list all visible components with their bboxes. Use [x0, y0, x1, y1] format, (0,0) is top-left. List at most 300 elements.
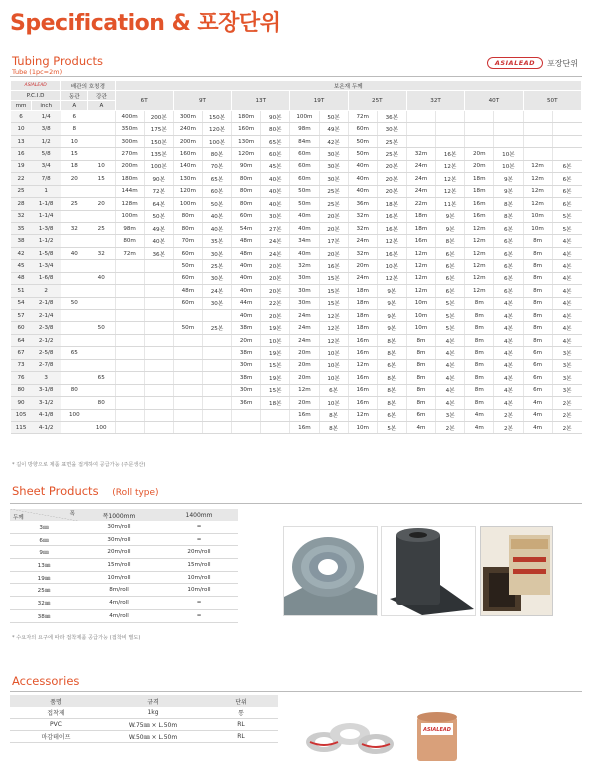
- packaging-cell: 19본: [261, 347, 290, 359]
- packaging-cell: 16m: [348, 397, 377, 409]
- packaging-cell: 24m: [406, 185, 435, 197]
- page-title: Specification & 포장단위: [10, 11, 281, 36]
- sheet-cell: 20m/roll: [78, 546, 160, 559]
- packaging-cell: 20본: [377, 173, 406, 185]
- accessory-cell: 마감테이프: [10, 731, 102, 743]
- tubing-divider: [10, 76, 582, 77]
- packaging-cell: 10본: [261, 334, 290, 346]
- packaging-cell: 20m: [290, 372, 319, 384]
- packaging-cell: 4본: [552, 322, 581, 334]
- table-row: [10, 584, 238, 597]
- packaging-cell: 20본: [377, 160, 406, 172]
- packaging-cell: 12m: [406, 285, 435, 297]
- packaging-cell: 4본: [494, 397, 523, 409]
- packaging-cell: 10m: [406, 297, 435, 309]
- brand-unit-label: 포장단위: [547, 58, 578, 68]
- spec-cell: 115: [11, 421, 32, 433]
- packaging-cell: [436, 135, 465, 147]
- spec-cell: 45: [11, 260, 32, 272]
- col-steel-unit: A: [88, 101, 115, 111]
- table-row: [11, 148, 582, 160]
- spec-cell: 22: [11, 173, 32, 185]
- packaging-cell: 12m: [465, 272, 494, 284]
- packaging-cell: 16m: [465, 198, 494, 210]
- packaging-cell: 32m: [406, 148, 435, 160]
- packaging-cell: 130m: [232, 135, 261, 147]
- packaging-cell: 40본: [261, 198, 290, 210]
- packaging-cell: 8m: [406, 359, 435, 371]
- packaging-cell: 80m: [232, 173, 261, 185]
- spec-cell: [61, 322, 88, 334]
- spec-cell: [88, 297, 115, 309]
- spec-cell: 3/4: [32, 160, 61, 172]
- packaging-cell: [144, 347, 173, 359]
- col-pipe-group: 배관의 호칭경: [61, 81, 115, 91]
- packaging-cell: 6m: [523, 372, 552, 384]
- packaging-cell: 150본: [202, 111, 231, 123]
- packaging-cell: 8m: [523, 285, 552, 297]
- packaging-cell: 8m: [523, 310, 552, 322]
- packaging-cell: 6m: [523, 384, 552, 396]
- sheet-corner-header: [10, 509, 78, 521]
- col-1400mm: 1400mm: [160, 509, 238, 521]
- spec-cell: 1: [32, 185, 61, 197]
- sheet-cell: ━: [160, 533, 238, 546]
- spec-cell: 1-1/4: [32, 210, 61, 222]
- packaging-cell: 4본: [552, 285, 581, 297]
- packaging-cell: 20m: [290, 347, 319, 359]
- table-row: [11, 334, 582, 346]
- sheet-cell: 25㎜: [10, 584, 78, 597]
- packaging-cell: [144, 421, 173, 433]
- packaging-cell: 24m: [290, 322, 319, 334]
- spec-cell: [88, 347, 115, 359]
- spec-cell: 28: [11, 198, 32, 210]
- packaging-cell: 30본: [319, 160, 348, 172]
- sheet-cell: 9㎜: [10, 546, 78, 559]
- packaging-cell: 32m: [290, 260, 319, 272]
- packaging-cell: 100m: [290, 111, 319, 123]
- packaging-cell: 144m: [115, 185, 144, 197]
- packaging-cell: 49본: [319, 123, 348, 135]
- sheet-cell: 6㎜: [10, 533, 78, 546]
- packaging-cell: 60m: [290, 148, 319, 160]
- packaging-cell: 8본: [377, 347, 406, 359]
- packaging-cell: 3본: [552, 347, 581, 359]
- packaging-cell: 70본: [202, 160, 231, 172]
- packaging-cell: 4본: [436, 372, 465, 384]
- packaging-cell: [173, 334, 202, 346]
- packaging-cell: 40m: [290, 222, 319, 234]
- packaging-cell: 40본: [261, 185, 290, 197]
- packaging-cell: 40본: [202, 210, 231, 222]
- spec-cell: 65: [61, 347, 88, 359]
- packaging-cell: 90본: [144, 173, 173, 185]
- accessory-cell: W.75㎜ × L.50m: [102, 719, 204, 731]
- packaging-cell: 80m: [232, 198, 261, 210]
- spec-cell: 51: [11, 285, 32, 297]
- packaging-cell: 16본: [377, 210, 406, 222]
- packaging-cell: 6본: [494, 260, 523, 272]
- spec-cell: [61, 359, 88, 371]
- packaging-cell: [144, 297, 173, 309]
- tubing-table-body: [11, 111, 582, 434]
- packaging-cell: 10본: [377, 260, 406, 272]
- spec-cell: [61, 421, 88, 433]
- packaging-cell: 48m: [232, 235, 261, 247]
- packaging-cell: [173, 310, 202, 322]
- packaging-cell: 16m: [465, 210, 494, 222]
- packaging-cell: [523, 135, 552, 147]
- table-row: [11, 409, 582, 421]
- packaging-cell: 12m: [465, 260, 494, 272]
- packaging-cell: 4m: [465, 409, 494, 421]
- packaging-cell: 12본: [319, 322, 348, 334]
- packaging-cell: 6본: [494, 247, 523, 259]
- packaging-cell: 42본: [319, 135, 348, 147]
- packaging-cell: 6본: [377, 409, 406, 421]
- packaging-cell: 160m: [173, 148, 202, 160]
- tubing-table: [10, 80, 582, 434]
- packaging-cell: 12m: [465, 247, 494, 259]
- packaging-cell: 30본: [319, 173, 348, 185]
- packaging-cell: 120m: [173, 185, 202, 197]
- spec-cell: 90: [11, 397, 32, 409]
- spec-cell: 38: [11, 235, 32, 247]
- packaging-cell: 36본: [377, 111, 406, 123]
- table-row: [10, 533, 238, 546]
- packaging-cell: 4본: [436, 347, 465, 359]
- packaging-cell: 60m: [290, 160, 319, 172]
- packaging-cell: 24본: [202, 285, 231, 297]
- table-row: [10, 719, 278, 731]
- packaging-cell: 120m: [232, 148, 261, 160]
- packaging-cell: 18m: [406, 210, 435, 222]
- spec-cell: [61, 260, 88, 272]
- sheet-cell: 10m/roll: [78, 571, 160, 584]
- thickness-header: 9T: [173, 91, 231, 111]
- spec-cell: 76: [11, 372, 32, 384]
- spec-cell: 2-1/4: [32, 310, 61, 322]
- packaging-cell: [494, 111, 523, 123]
- packaging-cell: 16m: [406, 235, 435, 247]
- spec-cell: 7/8: [32, 173, 61, 185]
- packaging-cell: 32m: [348, 222, 377, 234]
- col-copper-unit: A: [61, 101, 88, 111]
- packaging-cell: 40m: [290, 210, 319, 222]
- packaging-cell: 4본: [552, 235, 581, 247]
- packaging-cell: 20본: [319, 247, 348, 259]
- packaging-cell: [494, 135, 523, 147]
- spec-cell: 80: [11, 384, 32, 396]
- sheet-cell: 10m/roll: [160, 571, 238, 584]
- packaging-cell: [115, 409, 144, 421]
- packaging-cell: 54m: [232, 222, 261, 234]
- spec-cell: 25: [88, 222, 115, 234]
- packaging-cell: 65본: [261, 135, 290, 147]
- table-row: [11, 185, 582, 197]
- sheet-roll-photo-1: [283, 526, 378, 616]
- packaging-cell: 8본: [377, 334, 406, 346]
- packaging-cell: 4본: [494, 347, 523, 359]
- spec-cell: [88, 359, 115, 371]
- packaging-cell: [406, 111, 435, 123]
- packaging-cell: 8m: [465, 322, 494, 334]
- spec-cell: 1-3/4: [32, 260, 61, 272]
- spec-cell: 2-5/8: [32, 347, 61, 359]
- packaging-cell: 6m: [523, 359, 552, 371]
- packaging-cell: 12m: [523, 185, 552, 197]
- packaging-cell: 11본: [436, 198, 465, 210]
- packaging-cell: 40m: [348, 185, 377, 197]
- packaging-cell: 38m: [232, 347, 261, 359]
- packaging-cell: 30본: [202, 297, 231, 309]
- spec-cell: 3/8: [32, 123, 61, 135]
- col-1000mm: 폭1000mm: [78, 509, 160, 521]
- spec-cell: [88, 409, 115, 421]
- packaging-cell: 9본: [436, 222, 465, 234]
- packaging-cell: [144, 384, 173, 396]
- packaging-cell: 12m: [523, 160, 552, 172]
- packaging-cell: 16본: [377, 222, 406, 234]
- packaging-cell: [465, 135, 494, 147]
- packaging-cell: 4본: [552, 272, 581, 284]
- packaging-cell: 36본: [144, 247, 173, 259]
- spec-cell: [88, 111, 115, 123]
- packaging-cell: 6m: [523, 347, 552, 359]
- spec-cell: [88, 285, 115, 297]
- packaging-cell: 4본: [494, 322, 523, 334]
- spec-cell: [61, 235, 88, 247]
- packaging-cell: 4m: [465, 421, 494, 433]
- packaging-cell: 4본: [494, 297, 523, 309]
- spec-cell: [61, 285, 88, 297]
- spec-cell: 42: [11, 247, 32, 259]
- packaging-cell: 18m: [348, 297, 377, 309]
- packaging-cell: 20본: [377, 185, 406, 197]
- table-row: [11, 173, 582, 185]
- spec-cell: 48: [11, 272, 32, 284]
- packaging-cell: 80m: [115, 235, 144, 247]
- thickness-header: 6T: [115, 91, 173, 111]
- packaging-cell: 8m: [523, 297, 552, 309]
- packaging-cell: 4본: [552, 334, 581, 346]
- packaging-cell: 22본: [261, 297, 290, 309]
- packaging-cell: [261, 421, 290, 433]
- spec-cell: [88, 210, 115, 222]
- packaging-cell: 45본: [261, 160, 290, 172]
- tubing-title: Tubing Products: [12, 54, 103, 68]
- table-row: [11, 111, 582, 123]
- col-inch: inch: [32, 101, 61, 111]
- packaging-cell: 60m: [232, 210, 261, 222]
- packaging-cell: [115, 372, 144, 384]
- spec-cell: 25: [11, 185, 32, 197]
- packaging-cell: 20본: [319, 222, 348, 234]
- packaging-cell: 50m: [348, 148, 377, 160]
- spec-cell: [88, 235, 115, 247]
- packaging-cell: [202, 384, 231, 396]
- packaging-cell: 2본: [494, 421, 523, 433]
- packaging-cell: 24m: [348, 235, 377, 247]
- spec-cell: [61, 310, 88, 322]
- packaging-cell: 72m: [115, 247, 144, 259]
- packaging-cell: 3본: [436, 409, 465, 421]
- packaging-cell: [406, 135, 435, 147]
- packaging-cell: 40본: [261, 173, 290, 185]
- packaging-cell: 16본: [319, 260, 348, 272]
- packaging-cell: 24m: [406, 160, 435, 172]
- packaging-cell: [494, 123, 523, 135]
- packaging-cell: 12본: [436, 185, 465, 197]
- packaging-cell: 32m: [348, 247, 377, 259]
- packaging-cell: 12m: [406, 247, 435, 259]
- packaging-cell: 8m: [465, 372, 494, 384]
- packaging-cell: 49본: [144, 222, 173, 234]
- packaging-cell: 98m: [115, 222, 144, 234]
- packaging-cell: 12본: [436, 160, 465, 172]
- spec-cell: 13: [11, 135, 32, 147]
- packaging-cell: 25본: [377, 135, 406, 147]
- sheet-cell: 20m/roll: [160, 546, 238, 559]
- packaging-cell: 4본: [494, 334, 523, 346]
- spec-cell: 3-1/8: [32, 384, 61, 396]
- spec-cell: 10: [88, 160, 115, 172]
- spec-cell: 50: [88, 322, 115, 334]
- col-unit: 단위: [204, 695, 278, 707]
- packaging-cell: [202, 310, 231, 322]
- packaging-cell: 60m: [173, 247, 202, 259]
- packaging-cell: 5본: [377, 421, 406, 433]
- spec-cell: 1/2: [32, 135, 61, 147]
- packaging-cell: 4m: [406, 421, 435, 433]
- table-row: [10, 571, 238, 584]
- sheet-cell: 13㎜: [10, 559, 78, 572]
- packaging-cell: 12본: [436, 173, 465, 185]
- packaging-cell: 8본: [436, 235, 465, 247]
- packaging-cell: 50m: [290, 185, 319, 197]
- packaging-cell: 72본: [144, 185, 173, 197]
- spec-cell: [88, 260, 115, 272]
- packaging-cell: 10m: [406, 310, 435, 322]
- col-steel: 강관: [88, 91, 115, 101]
- spec-cell: 20: [61, 173, 88, 185]
- brand-logo: ASIALEAD: [487, 57, 543, 69]
- packaging-cell: 34m: [290, 235, 319, 247]
- packaging-cell: 70m: [173, 235, 202, 247]
- packaging-cell: 8m: [406, 334, 435, 346]
- packaging-cell: [465, 111, 494, 123]
- spec-cell: [61, 185, 88, 197]
- packaging-cell: 50m: [290, 198, 319, 210]
- packaging-cell: 350m: [115, 123, 144, 135]
- packaging-cell: 25본: [202, 260, 231, 272]
- table-row: [11, 247, 582, 259]
- table-row: [11, 235, 582, 247]
- packaging-cell: 270m: [115, 148, 144, 160]
- packaging-cell: 18본: [377, 198, 406, 210]
- packaging-cell: 100m: [115, 210, 144, 222]
- packaging-cell: 15본: [261, 359, 290, 371]
- packaging-cell: 20m: [348, 260, 377, 272]
- packaging-cell: [173, 397, 202, 409]
- packaging-cell: 2본: [436, 421, 465, 433]
- packaging-cell: 40m: [290, 247, 319, 259]
- spec-cell: 1/4: [32, 111, 61, 123]
- packaging-cell: [115, 421, 144, 433]
- packaging-cell: 16m: [348, 384, 377, 396]
- packaging-cell: 240m: [173, 123, 202, 135]
- packaging-cell: 4m: [523, 409, 552, 421]
- spec-cell: 15: [61, 148, 88, 160]
- packaging-cell: 6본: [494, 235, 523, 247]
- packaging-cell: 30본: [377, 123, 406, 135]
- packaging-cell: 15본: [319, 297, 348, 309]
- packaging-cell: 2본: [552, 421, 581, 433]
- accessories-table-body: [10, 707, 278, 743]
- packaging-cell: [232, 421, 261, 433]
- table-row: [11, 384, 582, 396]
- packaging-cell: 90본: [261, 111, 290, 123]
- packaging-cell: 40m: [232, 310, 261, 322]
- packaging-cell: 24m: [290, 334, 319, 346]
- packaging-cell: 9본: [377, 297, 406, 309]
- sheet-divider: [10, 503, 582, 504]
- packaging-cell: [173, 359, 202, 371]
- packaging-cell: [173, 372, 202, 384]
- packaging-cell: [144, 310, 173, 322]
- packaging-cell: 50m: [173, 322, 202, 334]
- packaging-cell: 6m: [406, 409, 435, 421]
- packaging-cell: [144, 372, 173, 384]
- packaging-cell: [115, 260, 144, 272]
- packaging-cell: 19본: [261, 372, 290, 384]
- packaging-cell: [115, 310, 144, 322]
- packaging-cell: 16m: [348, 334, 377, 346]
- packaging-cell: 6본: [377, 359, 406, 371]
- packaging-cell: [144, 334, 173, 346]
- spec-cell: 2-3/8: [32, 322, 61, 334]
- sheet-roll-photo-2: [381, 526, 476, 616]
- spec-cell: [61, 334, 88, 346]
- spec-cell: 8: [61, 123, 88, 135]
- spec-cell: 5/8: [32, 148, 61, 160]
- packaging-cell: 50본: [144, 210, 173, 222]
- spec-cell: 64: [11, 334, 32, 346]
- spec-cell: 67: [11, 347, 32, 359]
- spec-cell: 3-1/2: [32, 397, 61, 409]
- table-row: [11, 260, 582, 272]
- packaging-cell: 8m: [406, 372, 435, 384]
- packaging-cell: 40m: [232, 272, 261, 284]
- packaging-cell: 24m: [406, 173, 435, 185]
- sheet-cell: ━: [160, 609, 238, 622]
- accessory-cell: RL: [204, 731, 278, 743]
- packaging-cell: 30본: [202, 272, 231, 284]
- packaging-cell: 20m: [232, 334, 261, 346]
- packaging-cell: 4본: [552, 260, 581, 272]
- packaging-cell: 30m: [232, 359, 261, 371]
- sheet-cell: 30m/roll: [78, 521, 160, 533]
- table-row: [10, 707, 278, 719]
- thickness-header: 40T: [465, 91, 523, 111]
- packaging-cell: 4본: [552, 247, 581, 259]
- table-row: [11, 421, 582, 433]
- packaging-cell: 10본: [494, 160, 523, 172]
- packaging-cell: [144, 260, 173, 272]
- packaging-cell: 9본: [494, 185, 523, 197]
- spec-cell: 40: [88, 272, 115, 284]
